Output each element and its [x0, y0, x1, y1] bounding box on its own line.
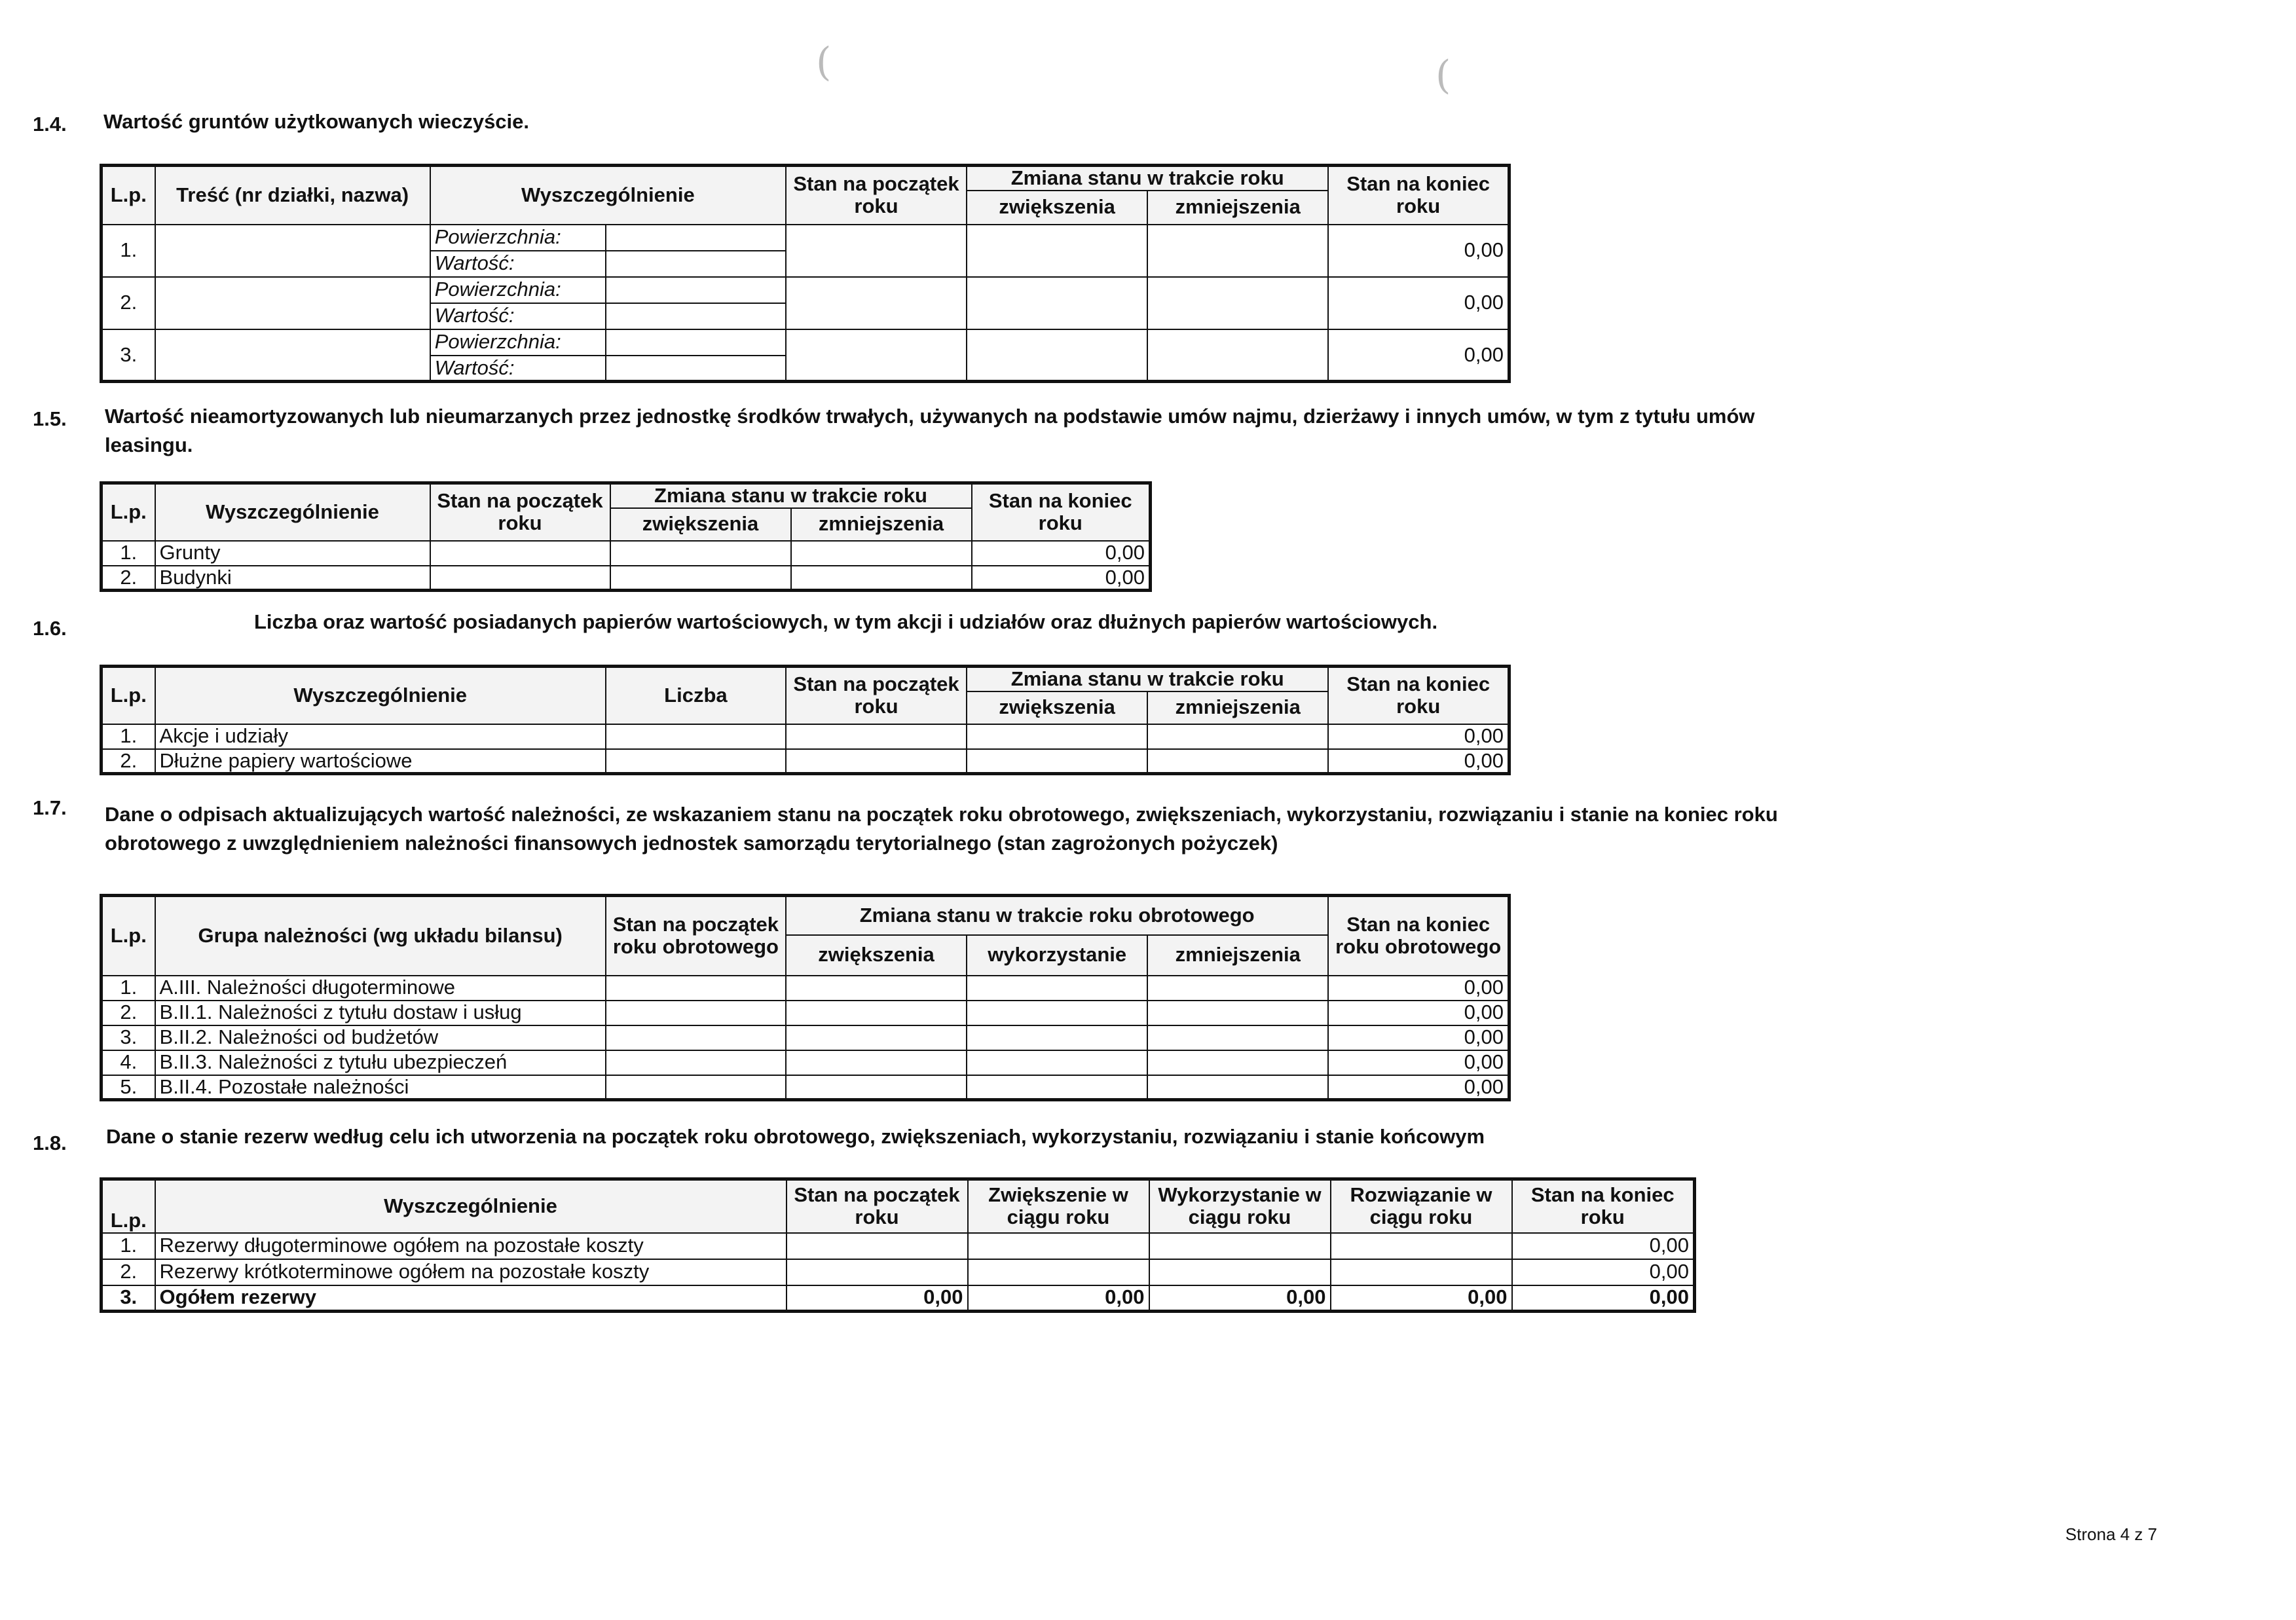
col-header-lp: L.p.: [102, 166, 155, 225]
total-wykorzystanie: 0,00: [1149, 1285, 1331, 1312]
row-zmniejszenia: [1147, 724, 1328, 749]
row-stan-koniec: 0,00: [972, 566, 1151, 591]
row-zwiekszenie: [968, 1233, 1149, 1259]
row-name: B.II.1. Należności z tytułu dostaw i usług: [155, 1001, 606, 1025]
row-liczba: [606, 749, 786, 774]
row-stan-poczatek: [786, 749, 967, 774]
row-value-area: [606, 225, 786, 251]
table-receivables-write-downs: [100, 894, 1511, 1101]
col-header-zmiana: Zmiana stanu w trakcie roku: [610, 483, 972, 508]
row-name: Dłużne papiery wartościowe: [155, 749, 606, 774]
row-liczba: [606, 724, 786, 749]
row-zmniejszenia: [1147, 1001, 1328, 1025]
total-rozwiazanie: 0,00: [1331, 1285, 1512, 1312]
col-header-zmniejszenia: zmniejszenia: [1147, 935, 1328, 976]
row-zwiekszenie: [968, 1259, 1149, 1285]
table-row: [102, 749, 1509, 774]
section-number: 1.8.: [33, 1132, 67, 1154]
row-zmniejszenia: [1147, 1075, 1328, 1100]
row-name: Rezerwy długoterminowe ogółem na pozostałe koszty: [155, 1233, 787, 1259]
section-title: Dane o stanie rezerw według celu ich utworzenia na początek roku obrotowego, zwiększeniach, wykorzystaniu, rozwiązaniu i stanie końcowym: [106, 1125, 1485, 1148]
row-lp: 1.: [102, 976, 155, 1001]
row-zmniejszenia: [791, 541, 972, 566]
table-row: [102, 1001, 1509, 1025]
row-tresc: [155, 277, 430, 329]
col-header-stan-poczatek: Stan na początek roku: [787, 1179, 968, 1233]
total-zwiekszenie: 0,00: [968, 1285, 1149, 1312]
table-row: [102, 976, 1509, 1001]
row-rozwiazanie: [1331, 1233, 1512, 1259]
row-name: Rezerwy krótkoterminowe ogółem na pozostałe koszty: [155, 1259, 787, 1285]
row-value-value: [606, 251, 786, 277]
col-header-stan-poczatek: Stan na początek roku: [430, 483, 610, 541]
row-stan-poczatek: [786, 277, 967, 329]
row-label-value: Wartość:: [430, 356, 606, 382]
row-stan-poczatek: [606, 1001, 786, 1025]
row-lp: 4.: [102, 1050, 155, 1075]
row-wykorzystanie: [967, 1025, 1147, 1050]
row-stan-poczatek: [786, 225, 967, 277]
scan-mark: (: [1435, 52, 1451, 98]
row-name: Budynki: [155, 566, 430, 591]
row-stan-poczatek: [786, 329, 967, 382]
table-securities: [100, 665, 1511, 775]
row-zwiekszenia: [786, 1025, 967, 1050]
row-wykorzystanie: [967, 1001, 1147, 1025]
table-row: [102, 1050, 1509, 1075]
row-lp: 1.: [102, 225, 155, 277]
col-header-zwiekszenia: zwiększenia: [967, 691, 1147, 724]
section-title-line: Dane o odpisach aktualizujących wartość należności, ze wskazaniem stanu na początek roku obrotowego, zwiększeniach, wykorzystaniu, rozwiązaniu i stanie na koniec roku: [105, 803, 1778, 826]
col-header-zmiana: Zmiana stanu w trakcie roku obrotowego: [786, 896, 1328, 935]
row-zwiekszenia: [786, 976, 967, 1001]
section-title: Wartość gruntów użytkowanych wieczyście.: [103, 110, 530, 133]
row-zwiekszenia: [610, 566, 791, 591]
row-stan-koniec: 0,00: [1328, 976, 1509, 1001]
col-header-lp: L.p.: [102, 483, 155, 541]
row-stan-koniec: 0,00: [1328, 1001, 1509, 1025]
col-header-lp: L.p.: [102, 1179, 155, 1233]
col-header-wyszczegolnienie: Wyszczególnienie: [155, 483, 430, 541]
row-stan-poczatek: [787, 1233, 968, 1259]
row-lp: 2.: [102, 277, 155, 329]
row-name: B.II.4. Pozostałe należności: [155, 1075, 606, 1100]
row-lp: 2.: [102, 566, 155, 591]
row-zwiekszenia: [967, 724, 1147, 749]
table-row: [102, 541, 1151, 566]
row-stan-poczatek: [786, 724, 967, 749]
section-title-line: Wartość nieamortyzowanych lub nieumarzanych przez jednostkę środków trwałych, używanych na podstawie umów najmu, dzierżawy i innych umów, w tym z tytułu umów: [105, 405, 1755, 428]
table-leased-fixed-assets: [100, 481, 1152, 592]
row-zwiekszenia: [967, 749, 1147, 774]
table-row: [102, 277, 1509, 303]
row-tresc: [155, 329, 430, 382]
row-stan-koniec: 0,00: [1328, 277, 1509, 329]
row-lp: 3.: [102, 1025, 155, 1050]
table-row-total: [102, 1285, 1695, 1312]
section-title: Liczba oraz wartość posiadanych papierów wartościowych, w tym akcji i udziałów oraz dłużnych papierów wartościowych.: [254, 610, 1438, 633]
col-header-liczba: Liczba: [606, 667, 786, 724]
row-stan-poczatek: [606, 1025, 786, 1050]
col-header-lp: L.p.: [102, 896, 155, 976]
col-header-zmiana: Zmiana stanu w trakcie roku: [967, 166, 1328, 191]
row-stan-poczatek: [606, 1050, 786, 1075]
row-wykorzystanie: [967, 1075, 1147, 1100]
row-stan-poczatek: [606, 976, 786, 1001]
row-zwiekszenia: [786, 1050, 967, 1075]
table-row: [102, 225, 1509, 251]
col-header-stan-koniec: Stan na koniec roku obrotowego: [1328, 896, 1509, 976]
row-lp: 5.: [102, 1075, 155, 1100]
row-name: B.II.3. Należności z tytułu ubezpieczeń: [155, 1050, 606, 1075]
col-header-grupa: Grupa należności (wg układu bilansu): [155, 896, 606, 976]
row-stan-koniec: 0,00: [1328, 1025, 1509, 1050]
col-header-rozwiazanie: Rozwiązanie w ciągu roku: [1331, 1179, 1512, 1233]
table-row: [102, 1025, 1509, 1050]
col-header-zmiana: Zmiana stanu w trakcie roku: [967, 667, 1328, 691]
row-value-area: [606, 277, 786, 303]
row-stan-koniec: 0,00: [1512, 1259, 1695, 1285]
col-header-zwiekszenia: zwiększenia: [967, 191, 1147, 225]
row-stan-koniec: 0,00: [1328, 225, 1509, 277]
table-row: [102, 1075, 1509, 1100]
row-rozwiazanie: [1331, 1259, 1512, 1285]
row-zwiekszenia: [967, 225, 1147, 277]
col-header-tresc: Treść (nr działki, nazwa): [155, 166, 430, 225]
row-zwiekszenia: [967, 277, 1147, 329]
col-header-zmniejszenia: zmniejszenia: [1147, 191, 1328, 225]
row-stan-poczatek: [430, 541, 610, 566]
row-zwiekszenia: [786, 1075, 967, 1100]
table-land-perpetual-usufruct: [100, 164, 1511, 383]
col-header-zmniejszenia: zmniejszenia: [791, 508, 972, 541]
row-zwiekszenia: [610, 541, 791, 566]
section-number: 1.4.: [33, 113, 67, 136]
row-stan-poczatek: [787, 1259, 968, 1285]
table-row: [102, 566, 1151, 591]
row-stan-koniec: 0,00: [1512, 1233, 1695, 1259]
row-wykorzystanie: [967, 1050, 1147, 1075]
row-zmniejszenia: [1147, 749, 1328, 774]
row-zmniejszenia: [1147, 1025, 1328, 1050]
row-name: Grunty: [155, 541, 430, 566]
row-zmniejszenia: [1147, 1050, 1328, 1075]
row-stan-koniec: 0,00: [1328, 329, 1509, 382]
row-lp: 3.: [102, 1285, 155, 1312]
row-zmniejszenia: [791, 566, 972, 591]
row-lp: 1.: [102, 1233, 155, 1259]
col-header-wyszczegolnienie: Wyszczególnienie: [430, 166, 786, 225]
section-title: [105, 800, 2200, 858]
table-row: [102, 1259, 1695, 1285]
col-header-zwiekszenia: zwiększenia: [786, 935, 967, 976]
row-zmniejszenia: [1147, 277, 1328, 329]
col-header-zwiekszenie: Zwiększenie w ciągu roku: [968, 1179, 1149, 1233]
col-header-stan-poczatek: Stan na początek roku: [786, 166, 967, 225]
row-lp: 2.: [102, 1001, 155, 1025]
row-wykorzystanie: [1149, 1233, 1331, 1259]
col-header-zwiekszenia: zwiększenia: [610, 508, 791, 541]
row-stan-koniec: 0,00: [1328, 1075, 1509, 1100]
row-value-value: [606, 303, 786, 329]
row-stan-koniec: 0,00: [1328, 749, 1509, 774]
row-label-value: Wartość:: [430, 251, 606, 277]
section-number: 1.6.: [33, 617, 67, 640]
col-header-stan-poczatek: Stan na początek roku: [786, 667, 967, 724]
row-lp: 3.: [102, 329, 155, 382]
row-label-area: Powierzchnia:: [430, 277, 606, 303]
row-zmniejszenia: [1147, 225, 1328, 277]
table-row: [102, 1233, 1695, 1259]
col-header-wyszczegolnienie: Wyszczególnienie: [155, 1179, 787, 1233]
section-number: 1.7.: [33, 796, 67, 819]
section-title-line: obrotowego z uwzględnieniem należności finansowych jednostek samorządu terytorialnego (stan zagrożonych pożyczek): [105, 832, 1278, 855]
row-stan-koniec: 0,00: [1328, 724, 1509, 749]
row-value-value: [606, 356, 786, 382]
row-label-value: Wartość:: [430, 303, 606, 329]
row-stan-poczatek: [606, 1075, 786, 1100]
scan-mark: (: [816, 39, 832, 85]
row-label-area: Powierzchnia:: [430, 225, 606, 251]
row-zmniejszenia: [1147, 976, 1328, 1001]
table-row: [102, 724, 1509, 749]
row-stan-poczatek: [430, 566, 610, 591]
col-header-stan-koniec: Stan na koniec roku: [1328, 667, 1509, 724]
table-provisions: [100, 1177, 1696, 1313]
col-header-wykorzystanie: Wykorzystanie w ciągu roku: [1149, 1179, 1331, 1233]
col-header-stan-poczatek: Stan na początek roku obrotowego: [606, 896, 786, 976]
row-lp: 2.: [102, 1259, 155, 1285]
total-stan-koniec: 0,00: [1512, 1285, 1695, 1312]
row-name: Ogółem rezerwy: [155, 1285, 787, 1312]
row-stan-koniec: 0,00: [972, 541, 1151, 566]
total-stan-poczatek: 0,00: [787, 1285, 968, 1312]
row-name: B.II.2. Należności od budżetów: [155, 1025, 606, 1050]
row-zwiekszenia: [967, 329, 1147, 382]
col-header-wykorzystanie: wykorzystanie: [967, 935, 1147, 976]
col-header-wyszczegolnienie: Wyszczególnienie: [155, 667, 606, 724]
col-header-zmniejszenia: zmniejszenia: [1147, 691, 1328, 724]
row-lp: 1.: [102, 541, 155, 566]
row-lp: 1.: [102, 724, 155, 749]
table-row: [102, 329, 1509, 356]
row-value-area: [606, 329, 786, 356]
section-title-line: leasingu.: [105, 433, 193, 456]
col-header-stan-koniec: Stan na koniec roku: [1512, 1179, 1695, 1233]
row-zmniejszenia: [1147, 329, 1328, 382]
row-tresc: [155, 225, 430, 277]
row-stan-koniec: 0,00: [1328, 1050, 1509, 1075]
row-wykorzystanie: [967, 976, 1147, 1001]
row-name: Akcje i udziały: [155, 724, 606, 749]
section-title: [105, 402, 2200, 460]
col-header-lp: L.p.: [102, 667, 155, 724]
col-header-stan-koniec: Stan na koniec roku: [972, 483, 1151, 541]
row-zwiekszenia: [786, 1001, 967, 1025]
section-number: 1.5.: [33, 407, 67, 430]
row-name: A.III. Należności długoterminowe: [155, 976, 606, 1001]
row-label-area: Powierzchnia:: [430, 329, 606, 356]
row-wykorzystanie: [1149, 1259, 1331, 1285]
row-lp: 2.: [102, 749, 155, 774]
col-header-stan-koniec: Stan na koniec roku: [1328, 166, 1509, 225]
page-number: Strona 4 z 7: [2065, 1524, 2157, 1544]
